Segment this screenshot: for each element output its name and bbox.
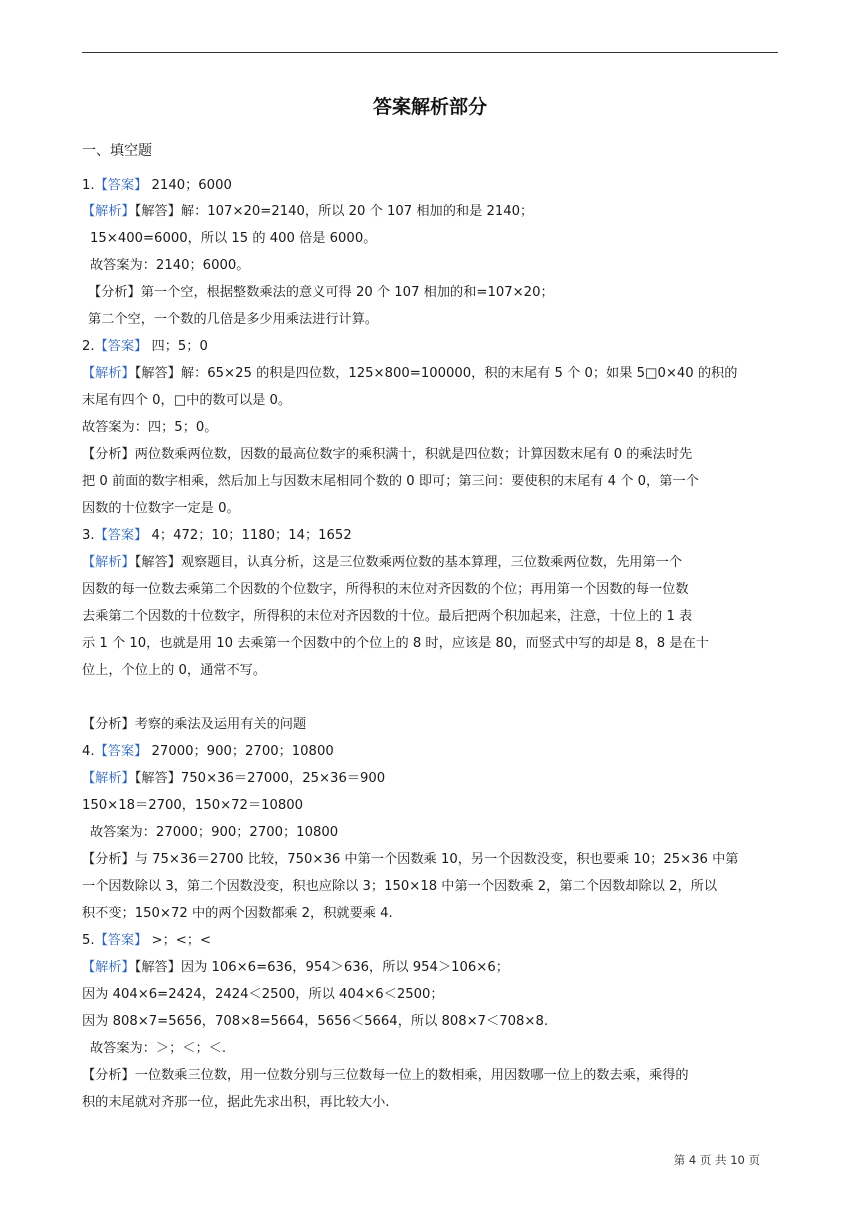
q4-number: 4. <box>82 744 95 759</box>
q1-answer-line <box>82 176 782 196</box>
q4-analysis-3: 积不变；150×72 中的两个因数都乘 2，积就要乘 4. <box>82 906 393 921</box>
answer-tag: 【答案】 <box>94 744 148 759</box>
q2-answer: 四；5；0 <box>147 339 208 354</box>
q3-analysis: 【分析】考察的乘法及运用有关的问题 <box>82 717 307 732</box>
q1-number: 1. <box>82 178 95 193</box>
q3-solution-1: 【解答】观察题目，认真分析，这是三位数乘两位数的基本算理，三位数乘两位数，先用第一个 <box>134 555 683 570</box>
q3-explain-line <box>82 553 782 573</box>
q2-solution-1: 【解答】解：65×25 的积是四位数，125×800=100000，积的末尾有 5 个 0；如果 5□0×40 的积的 <box>134 366 738 381</box>
page-footer: 第 4 页 共 10 页 <box>673 1153 760 1167</box>
answer-tag: 【答案】 <box>94 933 148 948</box>
q1-answer: 2140；6000 <box>147 178 232 193</box>
q2-conclusion: 故答案为：四；5；0。 <box>82 420 218 435</box>
q3-solution-5: 位上，个位上的 0，通常不写。 <box>82 663 267 678</box>
explain-tag: 【解析】 <box>82 555 135 570</box>
q5-conclusion: 故答案为：＞；＜；＜. <box>90 1041 227 1056</box>
q1-explain-line <box>82 202 782 222</box>
q1-analysis-1: 【分析】第一个空，根据整数乘法的意义可得 20 个 107 相加的和=107×20； <box>88 285 554 300</box>
q5-answer-line <box>82 931 782 951</box>
q2-analysis-3: 因数的十位数字一定是 0。 <box>82 501 240 516</box>
q4-answer-line <box>82 742 782 762</box>
q2-number: 2. <box>82 339 95 354</box>
q3-solution-2: 因数的每一位数去乘第二个因数的个位数字，所得积的末位对齐因数的个位；再用第一个因数的每一位数 <box>82 582 689 597</box>
q4-solution-1: 【解答】750×36＝27000，25×36＝900 <box>134 771 386 786</box>
q3-number: 3. <box>82 528 95 543</box>
q5-number: 5. <box>82 933 95 948</box>
q3-answer: 4；472；10；1180；14；1652 <box>147 528 352 543</box>
section-heading: 一、填空题 <box>82 143 152 159</box>
q2-solution-2: 末尾有四个 0，□中的数可以是 0。 <box>82 393 292 408</box>
q2-analysis-2: 把 0 前面的数字相乘，然后加上与因数末尾相同个数的 0 即可；第三问：要使积的末尾有 4 个 0，第一个 <box>82 474 699 489</box>
q4-conclusion: 故答案为：27000；900；2700；10800 <box>90 825 339 840</box>
answer-tag: 【答案】 <box>94 528 148 543</box>
explain-tag: 【解析】 <box>82 204 135 219</box>
q5-solution-2: 因为 404×6=2424，2424＜2500，所以 404×6＜2500； <box>82 987 444 1002</box>
q5-solution-1: 【解答】因为 106×6=636，954＞636，所以 954＞106×6； <box>134 960 509 975</box>
q5-analysis-1: 【分析】一位数乘三位数，用一位数分别与三位数每一位上的数相乘，用因数哪一位上的数去乘，乘得的 <box>82 1068 689 1083</box>
answer-tag: 【答案】 <box>94 339 148 354</box>
explain-tag: 【解析】 <box>82 771 135 786</box>
q4-answer: 27000；900；2700；10800 <box>147 744 334 759</box>
header-rule <box>82 52 778 53</box>
q3-solution-3: 去乘第二个因数的十位数字，所得积的末位对齐因数的十位。最后把两个积加起来，注意，十位上的 1 表 <box>82 609 693 624</box>
q5-explain-line <box>82 958 782 978</box>
q2-explain-line <box>82 364 782 384</box>
q5-solution-3: 因为 808×7=5656，708×8=5664，5656＜5664，所以 808×7＜708×8. <box>82 1014 549 1029</box>
q1-solution-1: 【解答】解：107×20=2140，所以 20 个 107 相加的和是 2140； <box>134 204 534 219</box>
q2-analysis-1: 【分析】两位数乘两位数，因数的最高位数字的乘积满十，积就是四位数；计算因数末尾有 0 的乘法时先 <box>82 447 693 462</box>
q2-answer-line <box>82 337 782 357</box>
q4-solution-2: 150×18＝2700，150×72＝10800 <box>82 798 304 813</box>
explain-tag: 【解析】 <box>82 366 135 381</box>
q4-analysis-1: 【分析】与 75×36＝2700 比较，750×36 中第一个因数乘 10，另一个因数没变，积也要乘 10；25×36 中第 <box>82 852 739 867</box>
explain-tag: 【解析】 <box>82 960 135 975</box>
q3-answer-line <box>82 526 782 546</box>
page-title: 答案解析部分 <box>372 96 487 118</box>
q1-analysis-2: 第二个空，一个数的几倍是多少用乘法进行计算。 <box>88 312 379 327</box>
q5-answer: >；<；< <box>147 933 212 948</box>
q1-conclusion: 故答案为：2140；6000。 <box>90 258 250 273</box>
q4-analysis-2: 一个因数除以 3，第二个因数没变，积也应除以 3；150×18 中第一个因数乘 2，第二个因数却除以 2，所以 <box>82 879 718 894</box>
q4-explain-line <box>82 769 782 789</box>
q3-solution-4: 示 1 个 10，也就是用 10 去乘第一个因数中的个位上的 8 时，应该是 80，而竖式中写的却是 8，8 是在十 <box>82 636 709 651</box>
q5-analysis-2: 积的末尾就对齐那一位，据此先求出积，再比较大小. <box>82 1095 390 1110</box>
q1-solution-2: 15×400=6000，所以 15 的 400 倍是 6000。 <box>90 231 377 246</box>
answer-tag: 【答案】 <box>94 178 148 193</box>
